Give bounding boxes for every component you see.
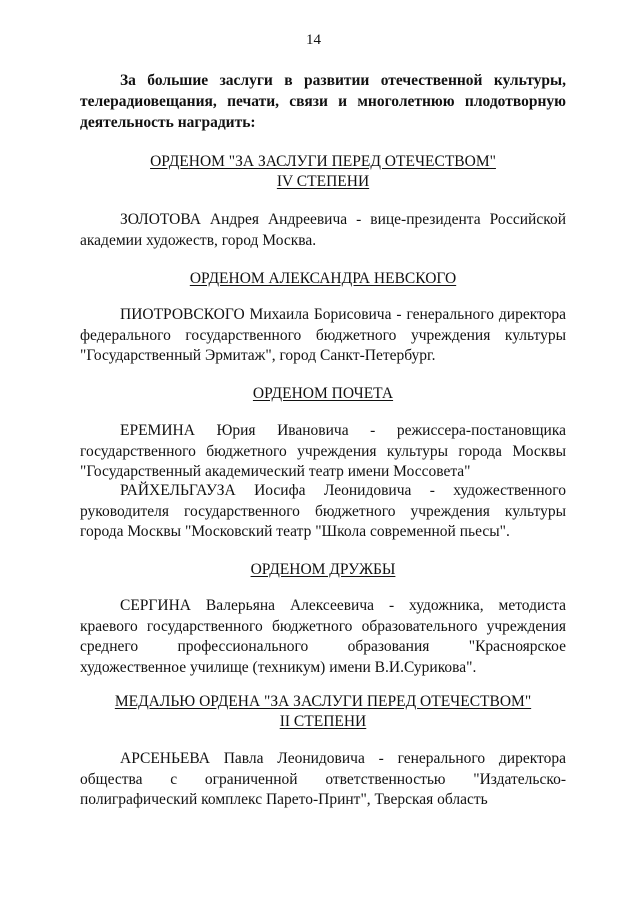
award-entry	[80, 210, 566, 251]
section-heading-order-merit-4	[80, 152, 566, 192]
heading-line: IV СТЕПЕНИ	[276, 173, 370, 190]
award-entry	[80, 596, 566, 678]
award-entry-text: РАЙХЕЛЬГАУЗА Иосифа Леонидовича - художественного руководителя государственного бюджетного учреждения культуры города Москвы "Московский театр "Школа современной пьесы".	[80, 482, 566, 540]
heading-line: ОРДЕНОМ "ЗА ЗАСЛУГИ ПЕРЕД ОТЕЧЕСТВОМ"	[150, 153, 496, 170]
section-heading-medal-merit-2	[80, 692, 566, 732]
section-heading-order-nevsky	[80, 269, 566, 289]
award-entry-text: ЕРЕМИНА Юрия Ивановича - режиссера-постановщика государственного бюджетного учреждения культуры города Москвы "Государственный академический театр имени Моссовета"	[80, 422, 566, 480]
section-heading-order-honor	[80, 384, 566, 404]
page-number: 14	[306, 32, 321, 48]
award-entry	[80, 749, 566, 811]
heading-line: ОРДЕНОМ АЛЕКСАНДРА НЕВСКОГО	[189, 270, 457, 287]
award-entry	[80, 305, 566, 367]
heading-line: ОРДЕНОМ ПОЧЕТА	[252, 385, 394, 402]
intro-text: За большие заслуги в развитии отечественной культуры, телерадиовещания, печати, связи и многолетнюю плодотворную деятельность наградить:	[80, 72, 566, 131]
section-heading-order-friendship	[80, 560, 566, 580]
heading-line: II СТЕПЕНИ	[279, 713, 367, 730]
award-entry-text: ЗОЛОТОВА Андрея Андреевича - вице-президента Российской академии художеств, город Москва.	[80, 211, 566, 249]
award-entry	[80, 481, 566, 543]
award-entry-text: СЕРГИНА Валерьяна Алексеевича - художника, методиста краевого государственного бюджетного образовательного учреждения среднего профессионального образования "Красноярское художественное училище (техникум) имени В.И.Сурикова".	[80, 597, 566, 676]
intro-paragraph	[80, 70, 566, 133]
award-entry-text: АРСЕНЬЕВА Павла Леонидовича - генерального директора общества с ограниченной ответственностью "Издательско-полиграфический комплекс Парето-Принт", Тверская область	[80, 750, 566, 808]
award-entry-text: ПИОТРОВСКОГО Михаила Борисовича - генерального директора федерального государственного бюджетного учреждения культуры "Государственный Эрмитаж", город Санкт-Петербург.	[80, 306, 566, 364]
heading-line: ОРДЕНОМ ДРУЖБЫ	[250, 561, 396, 578]
award-entry	[80, 421, 566, 483]
heading-line: МЕДАЛЬЮ ОРДЕНА "ЗА ЗАСЛУГИ ПЕРЕД ОТЕЧЕСТВОМ"	[114, 693, 532, 710]
